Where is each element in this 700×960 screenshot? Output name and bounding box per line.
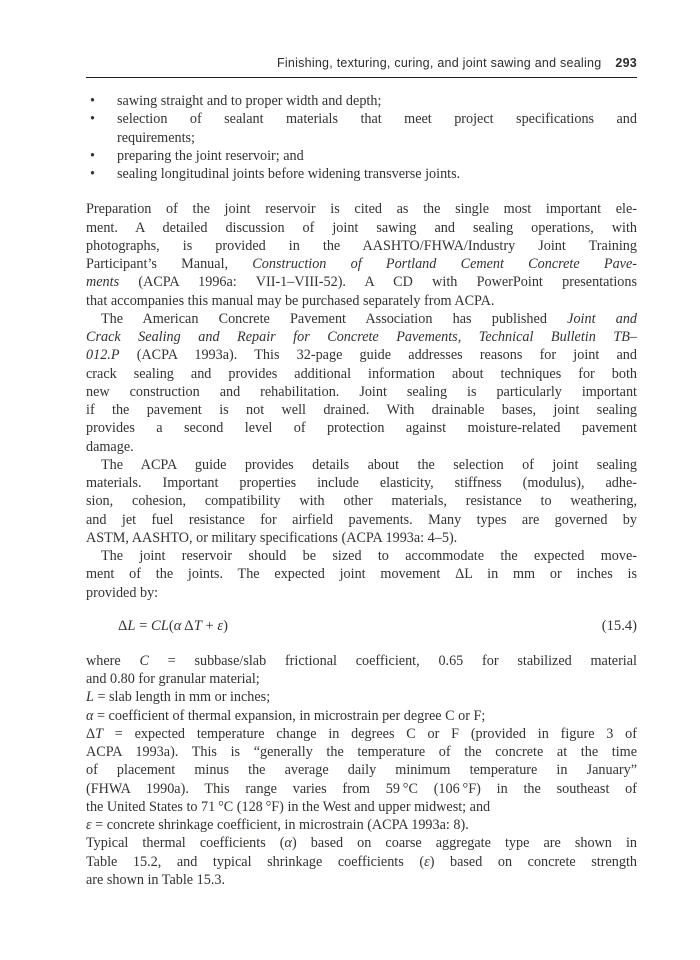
italic-text: ε xyxy=(217,617,224,634)
text-line xyxy=(86,401,637,419)
italic-text: L xyxy=(86,689,94,706)
text-line xyxy=(86,292,637,310)
text-segment: The American Concrete Pavement Association has published xyxy=(101,310,568,327)
text-line xyxy=(86,474,637,492)
text-segment: crack sealing and provides additional information about techniques for both xyxy=(86,365,637,382)
text-segment: preparing the joint reservoir; and xyxy=(117,147,304,164)
bullet-item xyxy=(86,147,637,165)
italic-text: α xyxy=(284,835,292,852)
running-header-title: Finishing, texturing, curing, and joint sawing and sealing xyxy=(276,56,602,70)
text-segment: The ACPA guide provides details about the selection of joint sealing xyxy=(101,456,637,473)
text-segment: the United States to 71 °C (128 °F) in the West and upper midwest; and xyxy=(86,798,491,815)
text-line xyxy=(86,670,637,688)
text-segment: photographs, is provided in the AASHTO/FHWA/Industry Joint Training xyxy=(86,237,637,254)
text-line xyxy=(86,834,637,852)
text-line xyxy=(86,652,637,670)
text-line xyxy=(86,237,637,255)
paragraph xyxy=(86,547,637,602)
where-definitions-block xyxy=(86,652,637,889)
italic-text: ε xyxy=(424,853,430,870)
text-segment: of placement minus the average daily minimum temperature in January” xyxy=(86,762,637,779)
paragraph xyxy=(86,456,637,547)
text-line xyxy=(86,219,637,237)
where-definition xyxy=(86,816,637,834)
text-line xyxy=(117,165,637,183)
text-segment: ) xyxy=(223,617,228,634)
text-segment: and jet fuel resistance for airfield pavements. Many types are governed by xyxy=(86,511,637,528)
text-line xyxy=(86,310,637,328)
text-line xyxy=(86,707,637,725)
paragraph xyxy=(86,200,637,310)
text-segment: ) based on coarse aggregate type are shown in xyxy=(292,835,638,852)
bullet-icon: • xyxy=(90,166,95,182)
text-segment: = subbase/slab frictional coefficient, 0.65 for stabilized material xyxy=(148,652,637,669)
bullet-text xyxy=(117,147,637,165)
text-line xyxy=(117,110,637,128)
text-segment: Δ xyxy=(86,725,96,742)
text-line xyxy=(86,200,637,218)
text-line xyxy=(86,780,637,798)
text-line xyxy=(86,346,637,364)
text-line xyxy=(86,761,637,779)
header-rule xyxy=(86,77,637,78)
italic-text: α xyxy=(86,707,94,724)
page-number: 293 xyxy=(615,56,637,70)
text-segment: = expected temperature change in degrees C or F (provided in figure 3 of xyxy=(103,725,637,742)
text-line xyxy=(86,853,637,871)
text-line xyxy=(86,871,637,889)
text-segment: ) based on concrete strength xyxy=(429,853,637,870)
text-segment: that accompanies this manual may be purchased separately from ACPA. xyxy=(86,292,495,309)
text-line xyxy=(117,147,637,165)
text-segment: ment of the joints. The expected joint movement ΔL in mm or inches is xyxy=(86,566,637,583)
text-line xyxy=(86,565,637,583)
text-line xyxy=(86,456,637,474)
bullet-item xyxy=(86,110,637,147)
text-segment: (FHWA 1990a). This range varies from 59 °C (106 °F) in the southeast of xyxy=(86,780,637,797)
text-segment: and 0.80 for granular material; xyxy=(86,671,260,687)
bullet-list xyxy=(86,92,637,183)
bullet-text xyxy=(117,92,637,110)
italic-text: Construction of Portland Cement Concrete Pave- xyxy=(252,256,637,272)
text-segment: sion, cohesion, compatibility with other materials, resistance to weathering, xyxy=(86,493,637,510)
italic-text: Crack Sealing and Repair for Concrete Pavements, Technical Bulletin TB– xyxy=(86,329,637,345)
paragraph xyxy=(86,310,637,456)
text-segment: sawing straight and to proper width and depth; xyxy=(117,93,382,109)
running-header xyxy=(86,56,637,70)
where-definition xyxy=(86,707,637,725)
text-line xyxy=(86,798,637,816)
text-line xyxy=(86,547,637,565)
bullet-text xyxy=(117,165,637,183)
text-line xyxy=(117,129,637,147)
text-line xyxy=(86,688,637,706)
text-segment: = slab length in mm or inches; xyxy=(93,689,271,706)
text-line xyxy=(86,273,637,291)
text-segment: Typical thermal coefficients ( xyxy=(86,835,285,852)
text-segment: are shown in Table 15.3. xyxy=(86,871,226,888)
text-segment: (ACPA 1993a). This 32-page guide addresses reasons for joint and xyxy=(119,347,637,364)
italic-text: T xyxy=(95,725,104,742)
text-segment: ASTM, AASHTO, or military specifications (ACPA 1993a: 4–5). xyxy=(86,529,458,546)
where-definition xyxy=(86,652,637,689)
italic-text: T xyxy=(193,617,202,634)
bullet-icon: • xyxy=(90,147,95,164)
italic-text: α xyxy=(173,617,182,634)
text-line xyxy=(86,725,637,743)
text-segment: Participant’s Manual, xyxy=(86,256,253,272)
text-line xyxy=(86,438,637,456)
text-line xyxy=(117,92,637,110)
text-line xyxy=(86,419,637,437)
italic-text: CL xyxy=(151,617,169,634)
text-segment: new construction and rehabilitation. Joint sealing is particularly important xyxy=(86,383,637,400)
text-segment: = concrete shrinkage coefficient, in microstrain (ACPA 1993a: 8). xyxy=(91,817,469,833)
bullet-icon: • xyxy=(90,111,95,128)
where-definition xyxy=(86,688,637,706)
italic-text: ε xyxy=(86,817,92,833)
equation-row xyxy=(86,617,637,636)
text-segment: if the pavement is not well drained. With drainable bases, joint sealing xyxy=(86,402,637,418)
text-segment: provides a second level of protection against moisture-related pavement xyxy=(86,420,637,437)
text-segment: Preparation of the joint reservoir is cited as the single most important ele- xyxy=(86,201,637,218)
text-segment: where xyxy=(86,652,140,669)
text-segment: selection of sealant materials that meet project specifications and xyxy=(117,111,637,128)
text-segment: ment. A detailed discussion of joint sawing and sealing operations, with xyxy=(86,219,637,236)
text-line xyxy=(86,255,637,273)
bullet-icon: • xyxy=(90,93,95,109)
text-segment: + xyxy=(201,617,218,634)
text-segment: = xyxy=(135,617,152,634)
text-line xyxy=(86,511,637,529)
equation-number: (15.4) xyxy=(601,617,637,634)
italic-text: 012.P xyxy=(86,347,120,364)
text-segment: Δ xyxy=(181,617,194,634)
body-paragraphs xyxy=(86,200,637,602)
text-segment: Table 15.2, and typical shrinkage coefficients ( xyxy=(86,853,425,870)
text-segment: ACPA 1993a). This is “generally the temperature of the concrete at the time xyxy=(86,744,637,760)
text-segment: sealing longitudinal joints before widening transverse joints. xyxy=(117,166,461,182)
text-segment: ( xyxy=(168,617,174,634)
text-segment: = coefficient of thermal expansion, in microstrain per degree C or F; xyxy=(93,707,486,724)
text-segment: Δ xyxy=(118,617,128,634)
text-segment: materials. Important properties include elasticity, stiffness (modulus), adhe- xyxy=(86,475,637,491)
text-line xyxy=(86,328,637,346)
where-definition xyxy=(86,834,637,889)
text-line xyxy=(86,492,637,510)
bullet-text xyxy=(117,110,637,147)
bullet-item xyxy=(86,165,637,183)
bullet-item xyxy=(86,92,637,110)
where-definition xyxy=(86,725,637,816)
text-line xyxy=(86,743,637,761)
text-segment: (ACPA 1996a: VII-1–VIII-52). A CD with PowerPoint presentations xyxy=(119,274,637,291)
italic-text: Joint and xyxy=(567,310,638,327)
text-line xyxy=(86,816,637,834)
italic-text: L xyxy=(127,617,136,634)
italic-text: C xyxy=(139,652,149,669)
text-line xyxy=(86,383,637,401)
italic-text: ments xyxy=(86,274,120,291)
text-line xyxy=(86,584,637,602)
text-line xyxy=(86,529,637,547)
text-segment: The joint reservoir should be sized to accommodate the expected move- xyxy=(101,548,637,564)
text-segment: requirements; xyxy=(117,129,196,146)
text-segment: damage. xyxy=(86,438,134,455)
text-segment: provided by: xyxy=(86,584,159,601)
equation-expression xyxy=(118,617,228,636)
text-line xyxy=(86,365,637,383)
